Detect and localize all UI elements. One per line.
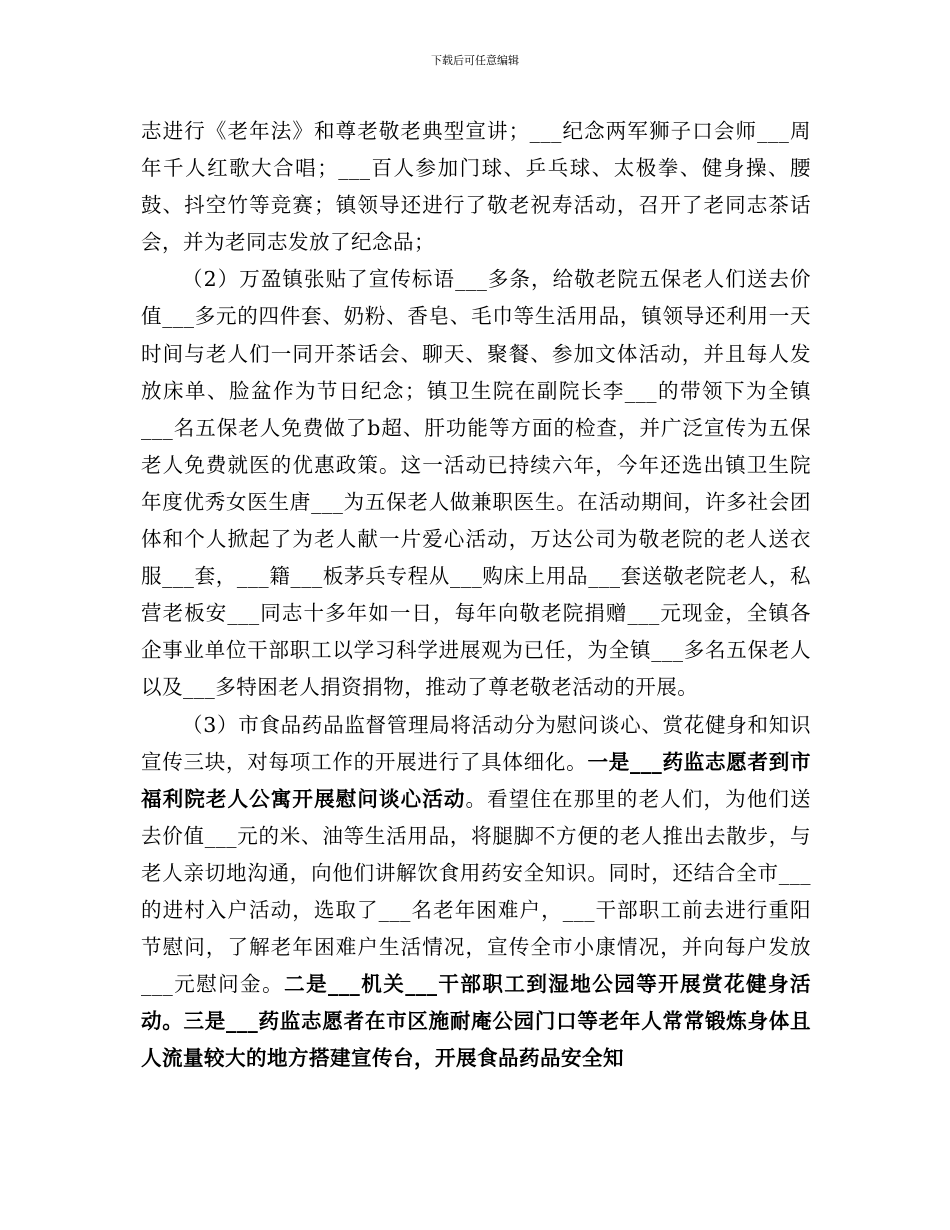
- text-run: 。看望住在那里的老人们，为他们送去价值___元的米、油等生活用品，将腿脚不方便的老人推出去散步，与老人亲切地沟通，向他们讲解饮食用药安全知识。同时，还结合全市___的进村入户活动，选取了___名老年困难户，___干部职工前去进行重阳节慰问，了解老年困难户生活情况，宣传全市小康情况，并向每户发放___元慰问金。: [141, 786, 811, 997]
- text-run: （2）万盈镇张贴了宣传标语___多条，给敬老院五保老人们送去价值___多元的四件套、奶粉、香皂、毛巾等生活用品，镇领导还利用一天时间与老人们一同开茶话会、聊天、聚餐、参加文体活动，并且每人发放床单、脸盆作为节日纪念；镇卫生院在副院长李___的带领下为全镇___名五保老人免费做了b超、肝功能等方面的检查，并广泛宣传为五保老人免费就医的优惠政策。这一活动已持续六年，今年还选出镇卫生院年度优秀女医生唐___为五保老人做兼职医生。在活动期间，许多社会团体和个人掀起了为老人献一片爱心活动，万达公司为敬老院的老人送衣服___套，___籍___板茅兵专程从___购床上用品___套送敬老院老人，私营老板安___同志十多年如一日，每年向敬老院捐赠___元现金，全镇各企事业单位干部职工以学习科学进展观为已任，为全镇___多名五保老人以及___多特困老人捐资捐物，推动了尊老敬老活动的开展。: [141, 267, 811, 700]
- page-header: 下载后可任意编辑: [431, 54, 519, 67]
- paragraph-2: [141, 261, 811, 706]
- bold-text-run: 一是___药监志愿者到市福利院老人公寓开展慰问谈心活动: [141, 749, 812, 811]
- paragraph-1: [141, 113, 811, 261]
- text-run: 志进行《老年法》和尊老敬老典型宣讲；___纪念两军狮子口会师___周年千人红歌大合唱；___百人参加门球、乒乓球、太极拳、健身操、腰鼓、抖空竹等竞赛；镇领导还进行了敬老祝寿活动，召开了老同志茶话会，并为老同志发放了纪念品；: [141, 119, 811, 255]
- text-run: （3）市食品药品监督管理局将活动分为慰问谈心、赏花健身和知识宣传三块，对每项工作的开展进行了具体细化。: [141, 712, 811, 774]
- paragraph-3: [141, 707, 811, 1078]
- document-body: [141, 113, 811, 1077]
- bold-text-run: 二是___机关___干部职工到湿地公园等开展赏花健身活动。三是___药监志愿者在市区施耐庵公园门口等老年人常常锻炼身体且人流量较大的地方搭建宣传台，开展食品药品安全知: [141, 972, 812, 1071]
